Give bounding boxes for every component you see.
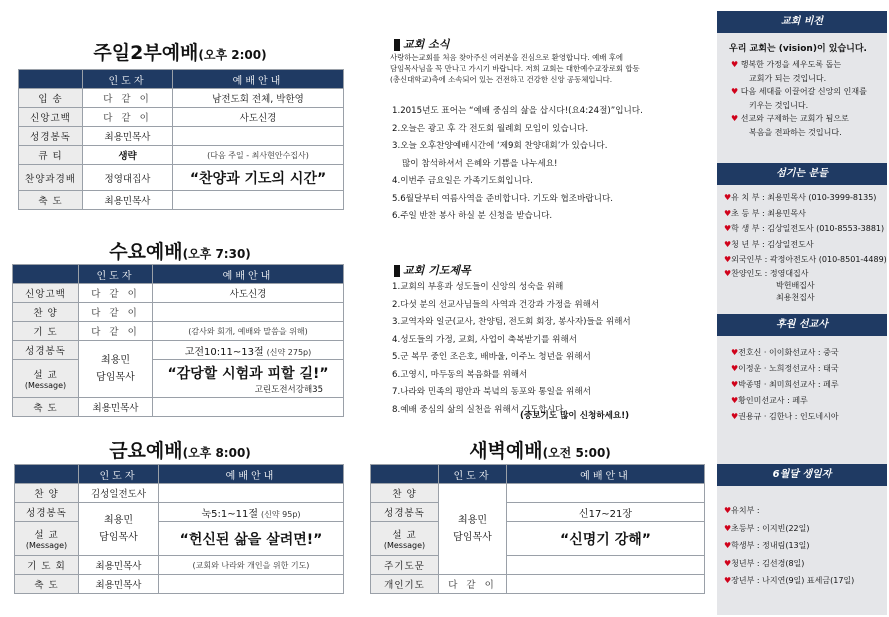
- sunday2-time: (오후 2:00): [198, 48, 267, 62]
- dept-list: [724, 190, 887, 304]
- row-label: 주기도문: [371, 556, 439, 575]
- friday-corner: [15, 465, 79, 484]
- friday-title-text: 금요예배: [109, 440, 183, 462]
- birthday-list: [724, 502, 854, 590]
- row-label: 신앙고백: [13, 284, 79, 303]
- friday-table: [14, 464, 344, 594]
- friday-time: (오후 8:00): [182, 446, 251, 460]
- row-leader: 다 같 이: [79, 322, 153, 341]
- sunday2-corner: [19, 70, 83, 89]
- table-row: [371, 522, 705, 556]
- row-label: [15, 522, 79, 556]
- row-leader: 다 같 이: [79, 284, 153, 303]
- table-row: [19, 165, 344, 191]
- table-row: [15, 575, 344, 594]
- table-row: [19, 127, 344, 146]
- prayer-heading: [394, 262, 471, 278]
- row-label: 축 도: [13, 398, 79, 417]
- row-guide: [173, 127, 344, 146]
- heart-icon: ♥: [731, 114, 739, 123]
- row-label: 축 도: [15, 575, 79, 594]
- prayer-item: 2.다섯 분의 선교사님들의 사역과 건강과 가정을 위해서: [392, 299, 600, 310]
- heart-icon: ♥: [724, 255, 732, 264]
- prayer-note: (중보기도 많이 신청하세요!): [520, 411, 630, 421]
- table-row: [371, 484, 705, 503]
- row-guide: “찬양과 기도의 시간”: [173, 165, 344, 191]
- vision-list: [731, 58, 867, 139]
- news-item: 5.6월달부터 여름사역을 준비합니다. 기도와 협조바랍니다.: [392, 193, 613, 204]
- row-guide: 사도신경: [153, 284, 344, 303]
- table-row: [13, 322, 344, 341]
- heart-icon: ♥: [724, 224, 732, 233]
- vision-item: ♥ 다음 세대를 이끌어갈 신앙의 인재를: [731, 87, 867, 96]
- birthday-item: ♥학생부 : 정내림(13일): [724, 541, 810, 550]
- dept-item: ♥청 년 부 : 김상일전도사: [724, 239, 814, 249]
- table-row: [13, 360, 344, 398]
- row-label: [13, 360, 79, 398]
- row-label: 기 도: [13, 322, 79, 341]
- dept-item: ♥찬양인도 : 정영대집사: [724, 268, 809, 278]
- sunday2-col-leader: 인도자: [83, 70, 173, 89]
- heart-icon: ♥: [731, 412, 739, 421]
- row-label: 성경봉독: [13, 341, 79, 360]
- table-row: [19, 146, 344, 165]
- news-intro-line: 사랑하는교회를 처음 찾아주신 여러분을 진심으로 환영합니다. 예배 후에: [390, 53, 623, 62]
- row-guide: [507, 556, 705, 575]
- sunday2-title: [20, 38, 340, 65]
- wednesday-col-leader: 인도자: [79, 265, 153, 284]
- heart-icon: ♥: [731, 396, 739, 405]
- row-guide: [153, 398, 344, 417]
- table-row: [19, 191, 344, 210]
- dawn-title: [380, 436, 700, 463]
- friday-col-guide: 예배안내: [159, 465, 344, 484]
- heart-icon: ♥: [724, 541, 732, 550]
- table-row: [15, 556, 344, 575]
- table-row: [371, 575, 705, 594]
- row-label: 큐 티: [19, 146, 83, 165]
- table-row: [371, 503, 705, 522]
- dept-item: 박헌배집사: [776, 280, 815, 290]
- row-leader: 다 같 이: [79, 303, 153, 322]
- table-row: [15, 484, 344, 503]
- heart-icon: ♥: [731, 60, 739, 69]
- row-guide: [159, 484, 344, 503]
- row-label: 성경봉독: [15, 503, 79, 522]
- sermon-title: “신명기 강해”: [507, 522, 705, 556]
- wednesday-title: [20, 237, 340, 264]
- mission-item: ♥이정운 · 노희정선교사 : 태국: [731, 364, 839, 373]
- row-guide: (교회와 나라와 개인을 위한 기도): [159, 556, 344, 575]
- label-sub: (Message): [24, 381, 67, 390]
- row-leader: 생략: [83, 146, 173, 165]
- prayer-item: 8.예배 중심의 삶의 실천을 위해서 기도합시다.: [392, 404, 567, 415]
- row-guide: [159, 503, 344, 522]
- row-label: 신앙고백: [19, 108, 83, 127]
- dept-item: ♥초 등 부 : 최용민목사: [724, 208, 806, 218]
- heart-icon: ♥: [724, 239, 732, 249]
- wednesday-table: [12, 264, 344, 417]
- sermon-series: 고린도전서강해35: [254, 384, 323, 395]
- row-leader: 최용민목사: [79, 556, 159, 575]
- dawn-time: (오전 5:00): [542, 446, 611, 460]
- table-row: [15, 503, 344, 522]
- row-leader: 다 같 이: [83, 108, 173, 127]
- missions-heading: 후원 선교사: [717, 314, 887, 336]
- table-row: [19, 89, 344, 108]
- row-guide: [159, 575, 344, 594]
- dawn-corner: [371, 465, 439, 484]
- row-leader: 정영대집사: [83, 165, 173, 191]
- row-label: 성경봉독: [19, 127, 83, 146]
- dept-item: ♥학 생 부 : 김상일전도사 (010-8553-3881): [724, 224, 885, 233]
- prayer-item: 4.성도들의 가정, 교회, 사업이 축복받기를 위해서: [392, 334, 578, 345]
- row-guide: (다음 주일 - 최사현안수집사): [173, 146, 344, 165]
- mission-item: ♥권용규 · 김한나 : 인도네시아: [731, 412, 839, 421]
- heart-icon: ♥: [731, 380, 739, 389]
- prayer-heading-text: 교회 기도제목: [403, 264, 471, 277]
- row-leader: 최용민목사: [83, 127, 173, 146]
- prayer-item: 7.나라와 민족의 평안과 북녘의 동포와 통일을 위해서: [392, 387, 591, 397]
- news-intro-line: 담임목사님을 꼭 만나고 가시기 바랍니다. 저희 교회는 대한예수교장로회 합동: [390, 64, 640, 73]
- row-label: 찬 양: [13, 303, 79, 322]
- mission-item: ♥박종명 · 최미희선교사 : 페루: [731, 380, 839, 389]
- prayer-item: 1.교회의 부흥과 성도들이 신앙의 성숙을 위해: [392, 282, 564, 292]
- news-item: 1.2015년도 표어는 “예배 중심의 삶을 삽시다!(요4:24절)”입니다.: [392, 106, 643, 116]
- scripture-page: (신약 95p): [261, 509, 301, 519]
- row-guide: [173, 191, 344, 210]
- missions-list: [731, 345, 839, 425]
- wednesday-col-guide: 예배안내: [153, 265, 344, 284]
- scripture-page: (신약 275p): [266, 347, 312, 357]
- heart-icon: ♥: [724, 268, 732, 278]
- vision-item: ♥ 선교와 구제하는 교회가 됨으로: [731, 114, 849, 123]
- row-label: 찬 양: [371, 484, 439, 503]
- table-row: [371, 556, 705, 575]
- mission-item: ♥전호신 · 이이화선교사 : 중국: [731, 348, 839, 357]
- news-list: [392, 103, 643, 226]
- prayer-item: 6.고영시, 마두동의 복음화를 위해서: [392, 369, 528, 380]
- news-item: 6.주일 반찬 봉사 하실 분 신청을 받습니다.: [392, 211, 553, 221]
- row-leader: 김성일전도사: [79, 484, 159, 503]
- table-row: [13, 341, 344, 360]
- birthday-item: ♥유치부 :: [724, 506, 760, 515]
- row-leader: 최용민목사: [79, 398, 153, 417]
- row-guide: 신17~21장: [507, 503, 705, 522]
- news-item: 많이 참석하셔서 은혜와 기쁨을 나누세요!: [402, 158, 558, 169]
- heart-icon: ♥: [724, 576, 732, 585]
- row-label: 성경봉독: [371, 503, 439, 522]
- label-main: 설 교: [33, 370, 58, 381]
- row-leader: 다 같 이: [83, 89, 173, 108]
- news-intro: [390, 52, 705, 85]
- scripture-ref: 눅5:1~11절: [201, 508, 258, 520]
- news-item: 3.오늘 오후찬양예배시간에 ‘제9회 찬양대회’가 있습니다.: [392, 141, 608, 151]
- row-guide: [153, 341, 344, 360]
- dawn-table: [370, 464, 705, 594]
- row-guide: [153, 303, 344, 322]
- vision-item: 복음을 전파하는 것입니다.: [749, 127, 842, 137]
- row-label: [371, 522, 439, 556]
- prayer-item: 5.군 복무 중인 조은호, 배바울, 이주노 청년을 위해서: [392, 352, 591, 362]
- label-main: 설 교: [34, 530, 59, 541]
- dept-item: 최용천집사: [776, 292, 815, 302]
- sermon-title: “헌신된 삶을 살려면!”: [159, 522, 344, 556]
- sunday2-title-text: 주일2부예배: [93, 42, 199, 64]
- row-label: 찬 양: [15, 484, 79, 503]
- sermon-title: “감당할 시험과 피할 길!”: [167, 365, 329, 382]
- label-sub: (Message): [25, 541, 68, 550]
- news-intro-line: (총신대학교)측에 소속되어 있는 건전하고 건강한 신앙 공동체입니다.: [390, 75, 613, 84]
- heart-icon: ♥: [724, 193, 732, 202]
- row-guide: [507, 575, 705, 594]
- birthday-item: ♥초등부 : 이지빈(22일): [724, 523, 810, 533]
- table-row: [19, 108, 344, 127]
- birthday-item: ♥장년부 : 나지연(9일) 표세금(17일): [724, 576, 855, 585]
- row-leader: 최용민목사: [83, 191, 173, 210]
- scripture-ref: 고전10:11~13절: [184, 346, 264, 358]
- heart-icon: ♥: [724, 506, 732, 515]
- vision-item: 키우는 것입니다.: [749, 100, 809, 110]
- table-row: [13, 303, 344, 322]
- row-guide: [153, 360, 344, 398]
- table-row: [13, 284, 344, 303]
- row-guide: (감사와 회개, 예배와 말씀을 위해): [153, 322, 344, 341]
- friday-title: [20, 436, 340, 463]
- dept-item: ♥유 치 부 : 최용민목사 (010-3999-8135): [724, 193, 877, 202]
- wednesday-corner: [13, 265, 79, 284]
- heart-icon: ♥: [731, 364, 739, 373]
- dawn-col-guide: 예배안내: [507, 465, 705, 484]
- heart-icon: ♥: [731, 87, 739, 96]
- news-heading: [394, 36, 449, 52]
- news-item: 2.오늘은 광고 후 각 전도회 월례회 모임이 있습니다.: [392, 123, 589, 134]
- row-leader: 다 같 이: [439, 575, 507, 594]
- heart-icon: ♥: [724, 558, 732, 568]
- label-sub: (Message): [383, 541, 426, 550]
- dept-item: ♥외국인부 : 곽정아전도사 (010-8501-4489): [724, 255, 887, 264]
- row-label: 축 도: [19, 191, 83, 210]
- sidebar: [717, 11, 887, 615]
- birthday-item: ♥청년부 : 김선경(8일): [724, 558, 805, 568]
- row-leader: 최용민 담임목사: [439, 484, 507, 575]
- heart-icon: ♥: [731, 348, 739, 357]
- dept-heading: 섬기는 분들: [717, 163, 887, 185]
- row-leader: 최용민 담임목사: [79, 341, 153, 398]
- label-main: 설 교: [392, 530, 417, 541]
- heart-icon: ♥: [724, 208, 732, 218]
- vision-item: ♥ 행복한 가정을 세우도록 돕는: [731, 60, 842, 69]
- vision-title: 우리 교회는 (vision)이 있습니다.: [729, 44, 867, 54]
- news-heading-text: 교회 소식: [403, 38, 450, 51]
- row-label: 개인기도: [371, 575, 439, 594]
- row-leader: 최용민목사: [79, 575, 159, 594]
- birthday-heading: 6월달 생일자: [717, 464, 887, 486]
- wednesday-time: (오후 7:30): [182, 247, 251, 261]
- vision-heading: 교회 비전: [717, 11, 887, 33]
- vision-item: 교회가 되는 것입니다.: [749, 73, 827, 83]
- row-leader: 최용민 담임목사: [79, 503, 159, 556]
- dawn-col-leader: 인도자: [439, 465, 507, 484]
- row-guide: 남전도회 전체, 박한영: [173, 89, 344, 108]
- row-guide: [507, 484, 705, 503]
- dawn-title-text: 새벽예배: [469, 440, 543, 462]
- friday-col-leader: 인도자: [79, 465, 159, 484]
- row-label: 찬양과경배: [19, 165, 83, 191]
- row-label: 입 송: [19, 89, 83, 108]
- mission-item: ♥황인미선교사 : 페루: [731, 396, 808, 405]
- wednesday-title-text: 수요예배: [109, 241, 183, 263]
- sunday2-col-guide: 예배안내: [173, 70, 344, 89]
- heart-icon: ♥: [724, 523, 732, 533]
- table-row: [15, 522, 344, 556]
- table-row: [13, 398, 344, 417]
- sunday2-table: [18, 69, 344, 210]
- prayer-item: 3.교역자와 일군(교사, 찬양팀, 전도회 회장, 봉사자)들을 위해서: [392, 317, 631, 327]
- row-guide: 사도신경: [173, 108, 344, 127]
- row-label: 기 도 회: [15, 556, 79, 575]
- prayer-list: [392, 279, 631, 419]
- news-item: 4.이번주 금요일은 가족기도회입니다.: [392, 176, 533, 186]
